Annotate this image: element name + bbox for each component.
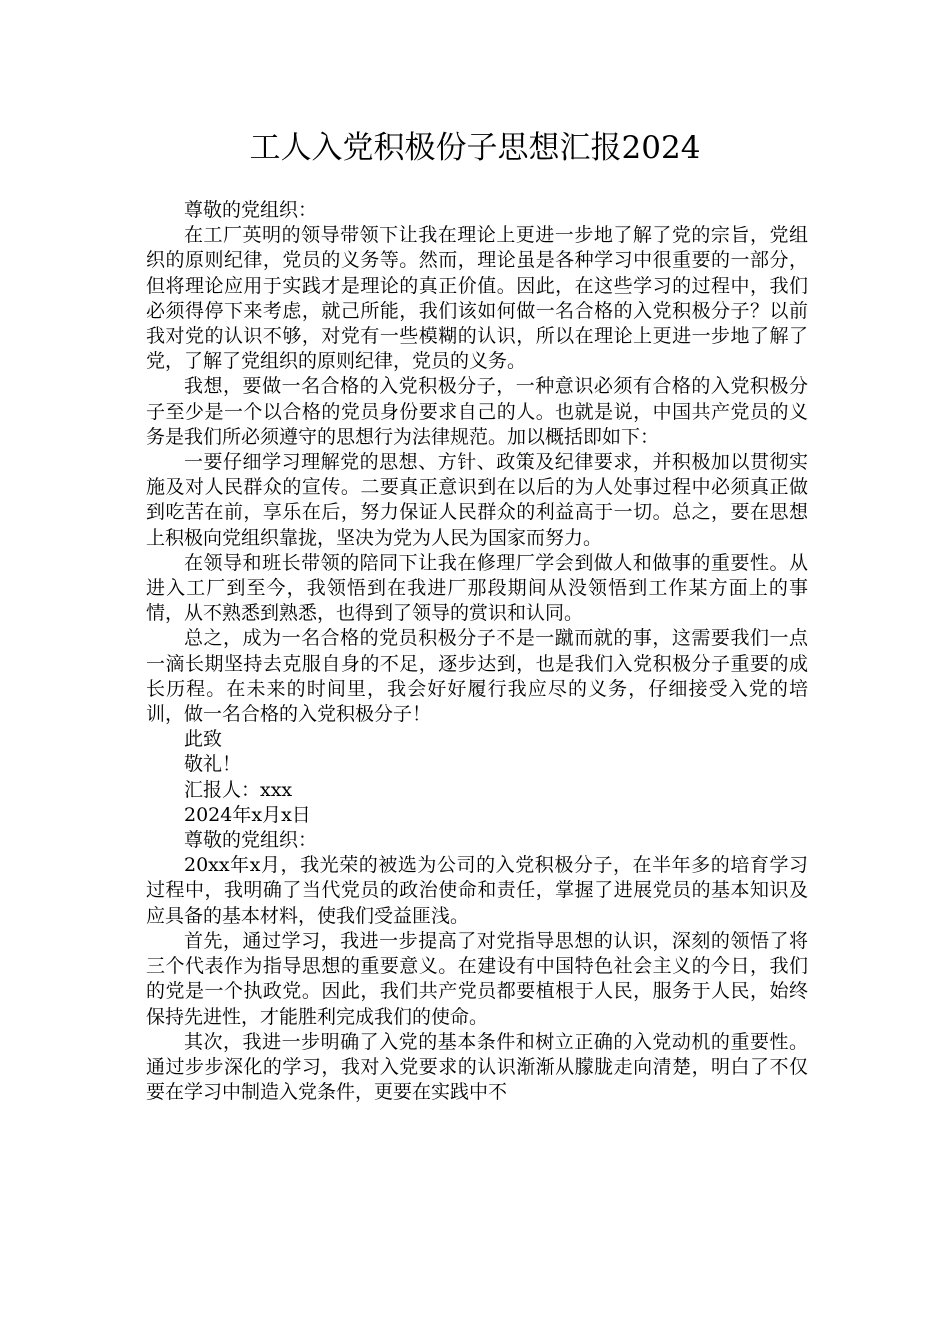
greeting-line: 尊敬的党组织：	[184, 199, 318, 221]
document-title: 工人入党积极份子思想汇报2024	[249, 130, 701, 166]
paragraph: 其次，我进一步明确了入党的基本条件和树立正确的入党动机的重要性。通过步步深化的学习，我对入党要求的认识渐渐从朦胧走向清楚，明白了不仅要在学习中制造入党条件，更要在实践中不	[146, 1030, 808, 1104]
paragraph: 在领导和班长带领的陪同下让我在修理厂学会到做人和做事的重要性。从进入工厂到至今，我领悟到在我进厂那段期间从没领悟到工作某方面上的事情，从不熟悉到熟悉，也得到了领导的赏识和认同。	[146, 551, 808, 625]
document-body	[146, 198, 808, 1105]
reporter-line: 汇报人：xxx	[184, 778, 293, 801]
paragraph: 一要仔细学习理解党的思想、方针、政策及纪律要求，并积极加以贯彻实施及对人民群众的宣传。二要真正意识到在以后的为人处事过程中必须真正做到吃苦在前，享乐在后，努力保证人民群众的利益高于一切。总之，要在思想上积极向党组织靠拢，坚决为党为人民为国家而努力。	[146, 451, 808, 549]
paragraph: 我想，要做一名合格的入党积极分子，一种意识必须有合格的入党积极分子至少是一个以合格的党员身份要求自己的人。也就是说，中国共产党员的义务是我们所必须遵守的思想行为法律规范。加以概括即如下：	[146, 375, 808, 448]
closing-line: 此致	[184, 728, 223, 751]
paragraph: 20xx年x月，我光荣的被选为公司的入党积极分子，在半年多的培育学习过程中，我明确了当代党员的政治使命和责任，掌握了进展党员的基本知识及应具备的基本材料，使我们受益匪浅。	[146, 854, 808, 927]
paragraph: 在工厂英明的领导带领下让我在理论上更进一步地了解了党的宗旨，党组织的原则纪律，党员的义务等。然而，理论虽是各种学习中很重要的一部分，但将理论应用于实践才是理论的真正价值。因此，在这些学习的过程中，我们必须得停下来考虑，就己所能，我们该如何做一名合格的入党积极分子？以前我对党的认识不够，对党有一些模糊的认识，所以在理论上更进一步地了解了党，了解了党组织的原则纪律，党员的义务。	[146, 224, 808, 373]
date-line: 2024年x月x日	[184, 803, 311, 826]
paragraph: 总之，成为一名合格的党员积极分子不是一蹴而就的事，这需要我们一点一滴长期坚持去克服自身的不足，逐步达到，也是我们入党积极分子重要的成长历程。在未来的时间里，我会好好履行我应尽的义务，仔细接受入党的培训，做一名合格的入党积极分子！	[146, 627, 808, 726]
salute-line: 敬礼！	[184, 753, 242, 776]
paragraph: 首先，通过学习，我进一步提高了对党指导思想的认识，深刻的领悟了将三个代表作为指导思想的重要意义。在建设有中国特色社会主义的今日，我们的党是一个执政党。因此，我们共产党员都要植根于人民，服务于人民，始终保持先进性，才能胜利完成我们的使命。	[146, 929, 808, 1028]
greeting-line: 尊敬的党组织：	[184, 829, 318, 852]
